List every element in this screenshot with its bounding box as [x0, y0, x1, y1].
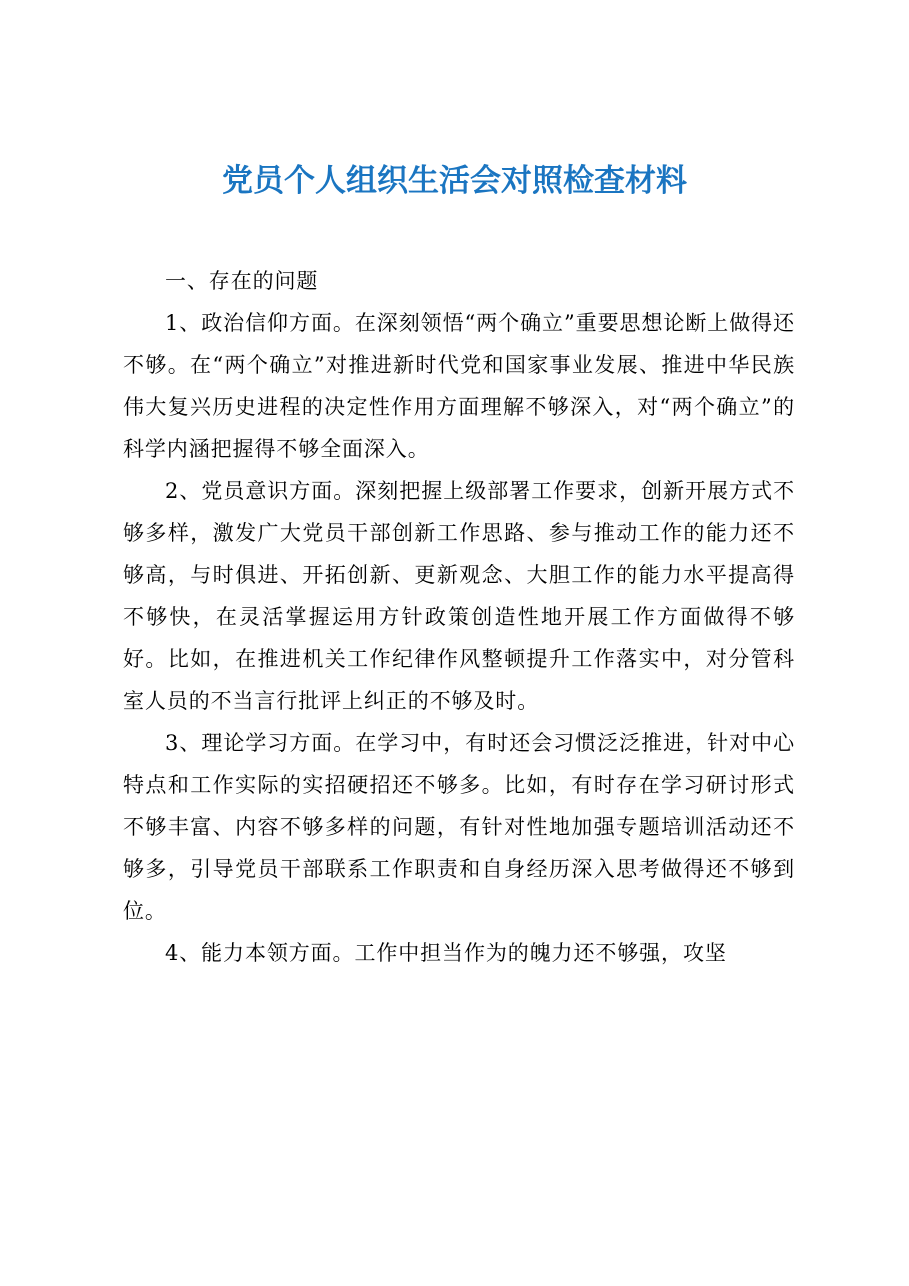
section-heading: 一、存在的问题 [165, 269, 319, 293]
paragraph-1: 1、政治信仰方面。在深刻领悟“两个确立”重要思想论断上做得还不够。在“两个确立”对推进新时代党和国家事业发展、推进中华民族伟大复兴历史进程的决定性作用方面理解不够深入，对“两个确立”的科学内涵把握得不够全面深入。 [123, 311, 795, 461]
document-title: 党员个人组织生活会对照检查材料 [222, 163, 687, 199]
paragraph-3: 3、理论学习方面。在学习中，有时还会习惯泛泛推进，针对中心特点和工作实际的实招硬招还不够多。比如，有时存在学习研讨形式不够丰富、内容不够多样的问题，有针对性地加强专题培训活动还不够多，引导党员干部联系工作职责和自身经历深入思考做得还不够到位。 [123, 731, 795, 923]
paragraph-4: 4、能力本领方面。工作中担当作为的魄力还不够强，攻坚 [165, 941, 727, 965]
document-body [123, 260, 795, 974]
paragraph-2: 2、党员意识方面。深刻把握上级部署工作要求，创新开展方式不够多样，激发广大党员干部创新工作思路、参与推动工作的能力还不够高，与时俱进、开拓创新、更新观念、大胆工作的能力水平提高得不够快，在灵活掌握运用方针政策创造性地开展工作方面做得不够好。比如，在推进机关工作纪律作风整顿提升工作落实中，对分管科室人员的不当言行批评上纠正的不够及时。 [123, 479, 795, 713]
